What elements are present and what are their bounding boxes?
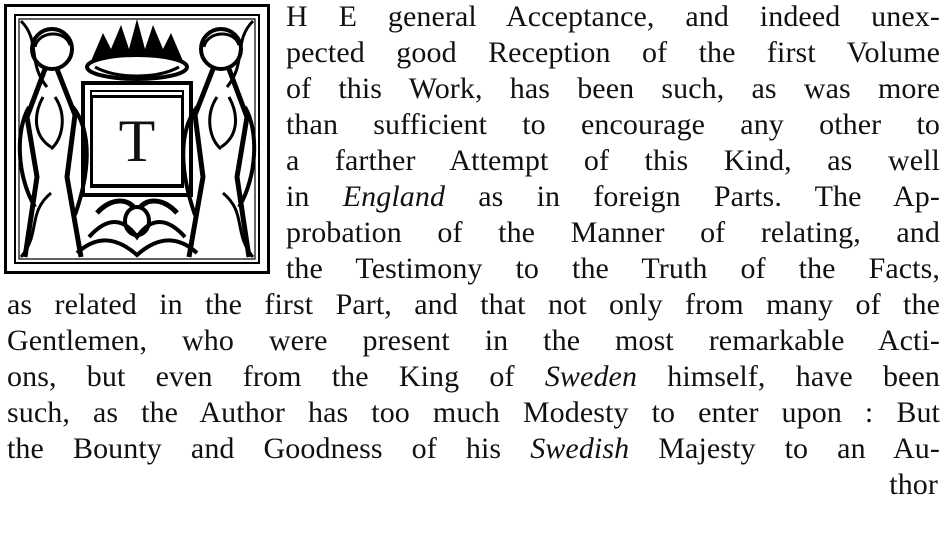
text-line-2: pected good Reception of the first Volume (286, 36, 940, 69)
text-line-8: the Testimony to the Truth of the Facts, (286, 252, 940, 285)
text-line-6-suffix: as in foreign Parts. The Ap- (478, 180, 940, 213)
initial-letter (90, 95, 184, 187)
text-line-14: thor (889, 468, 938, 501)
text-line-6 (286, 180, 940, 214)
text-line-6-prefix: in (286, 180, 310, 213)
text-line-3: of this Work, has been such, as was more (286, 72, 940, 105)
text-line-7: probation of the Manner of relating, and (286, 216, 940, 249)
text-line-10: Gentlemen, who were present in the most remarkable Acti- (7, 324, 940, 357)
initial-letter-text: T (118, 108, 156, 174)
text-line-13 (7, 432, 940, 466)
text-line-4: than sufficient to encourage any other to (286, 108, 940, 141)
text-line-11-prefix: ons, but even from the King of (7, 360, 515, 393)
text-line-11 (7, 360, 940, 394)
text-line-13-italic: Swedish (530, 432, 630, 465)
text-line-1: H E general Acceptance, and indeed unex- (286, 0, 940, 33)
text-line-6-italic: England (342, 180, 446, 213)
decorated-initial (4, 4, 270, 274)
text-line-9: as related in the first Part, and that not only from many of the (7, 288, 940, 321)
text-line-12: such, as the Author has too much Modesty to enter upon : But (7, 396, 940, 429)
text-line-13-prefix: the Bounty and Goodness of his (7, 432, 502, 465)
text-line-5: a farther Attempt of this Kind, as well (286, 144, 940, 177)
text-line-13-suffix: Majesty to an Au- (658, 432, 940, 465)
text-line-11-italic: Sweden (544, 360, 638, 393)
text-line-11-suffix: himself, have been (667, 360, 940, 393)
